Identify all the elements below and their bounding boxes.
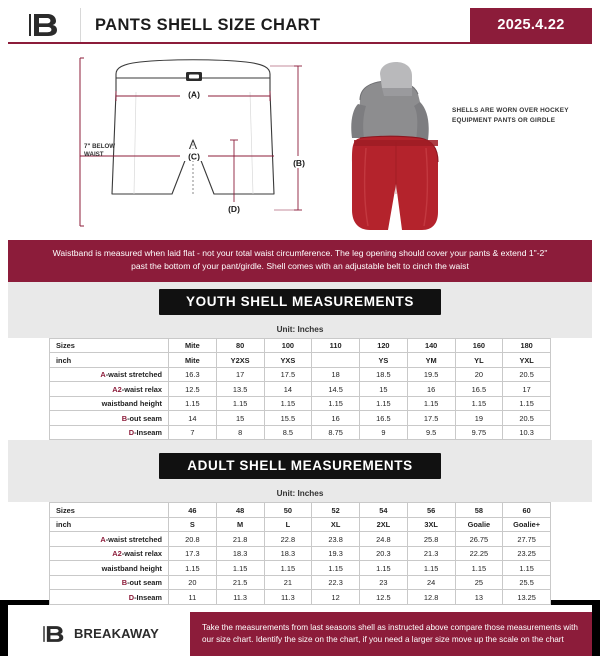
measurement-key: A [100, 370, 106, 380]
table-cell: 80 [216, 338, 264, 353]
table-cell: 20.8 [169, 532, 217, 547]
table-cell: 23.25 [503, 546, 551, 561]
table-cell: 17 [216, 367, 264, 382]
row-label: inch [50, 517, 169, 532]
table-cell: 17.5 [407, 411, 455, 426]
table-cell: 11.3 [216, 590, 264, 605]
table-cell: Mite [169, 353, 217, 368]
table-cell: 17.3 [169, 546, 217, 561]
table-cell: 52 [312, 503, 360, 518]
adult-section-title: ADULT SHELL MEASUREMENTS [159, 453, 441, 479]
table-cell: 2XL [360, 517, 408, 532]
row-label: A-waist stretched [50, 367, 169, 382]
table-cell: 7 [169, 425, 217, 440]
table-row [50, 367, 551, 382]
table-cell: 13.5 [216, 382, 264, 397]
row-label: D-Inseam [50, 425, 169, 440]
table-cell: 20.3 [360, 546, 408, 561]
table-cell: 1.15 [169, 396, 217, 411]
footer [8, 612, 592, 656]
svg-text:(D): (D) [228, 204, 240, 214]
youth-size-table [49, 338, 551, 441]
table-cell: 25.5 [503, 575, 551, 590]
table-cell: 46 [169, 503, 217, 518]
table-cell: 1.15 [407, 561, 455, 576]
table-cell: XL [312, 517, 360, 532]
table-cell: 22.3 [312, 575, 360, 590]
svg-text:WAIST: WAIST [84, 151, 104, 158]
table-cell: YS [360, 353, 408, 368]
table-cell: YL [455, 353, 503, 368]
spacer [8, 605, 592, 612]
table-cell: 48 [216, 503, 264, 518]
table-cell: YM [407, 353, 455, 368]
adult-size-table [49, 502, 551, 605]
row-label: waistband height [50, 561, 169, 576]
table-row [50, 517, 551, 532]
row-label: A-waist stretched [50, 532, 169, 547]
svg-text:(B): (B) [293, 158, 305, 168]
table-row [50, 575, 551, 590]
table-cell: 1.15 [216, 561, 264, 576]
page-title: PANTS SHELL SIZE CHART [95, 15, 321, 34]
table-row [50, 503, 551, 518]
table-cell: 16.5 [455, 382, 503, 397]
table-cell: 17.5 [264, 367, 312, 382]
table-cell: 8.5 [264, 425, 312, 440]
table-cell: 16.5 [360, 411, 408, 426]
table-row [50, 561, 551, 576]
table-cell: Mite [169, 338, 217, 353]
table-cell: 15 [216, 411, 264, 426]
table-row [50, 425, 551, 440]
brand-logo [8, 8, 80, 42]
table-cell: 23 [360, 575, 408, 590]
table-cell: S [169, 517, 217, 532]
header-title-cell [80, 8, 470, 42]
table-cell: 24 [407, 575, 455, 590]
table-cell: 20 [169, 575, 217, 590]
row-label: B-out seam [50, 411, 169, 426]
table-cell: 14.5 [312, 382, 360, 397]
table-row [50, 396, 551, 411]
header-date: 2025.4.22 [470, 8, 592, 42]
table-cell: 24.8 [360, 532, 408, 547]
footer-brand [8, 612, 190, 656]
shell-note: SHELLS ARE WORN OVER HOCKEY EQUIPMENT PANTS OR GIRDLE [452, 107, 569, 124]
table-row [50, 411, 551, 426]
table-cell: 21 [264, 575, 312, 590]
table-cell: 16 [312, 411, 360, 426]
table-cell: 18.3 [264, 546, 312, 561]
table-cell: M [216, 517, 264, 532]
table-cell: 1.15 [360, 561, 408, 576]
table-cell: 25 [455, 575, 503, 590]
adult-section-header [8, 446, 592, 485]
measurement-key: A [100, 534, 106, 544]
table-cell: 50 [264, 503, 312, 518]
footer-brand-name: BREAKAWAY [73, 626, 160, 642]
table-cell: 18 [312, 367, 360, 382]
table-cell: 14 [169, 411, 217, 426]
breakaway-logo-icon [39, 622, 69, 646]
table-cell [312, 353, 360, 368]
table-row [50, 353, 551, 368]
table-cell: 22.25 [455, 546, 503, 561]
table-cell: Y2XS [216, 353, 264, 368]
table-cell: 12.5 [169, 382, 217, 397]
size-chart-sheet [8, 8, 592, 644]
table-cell: 1.15 [169, 561, 217, 576]
row-label: A2-waist relax [50, 382, 169, 397]
table-cell: 12.5 [360, 590, 408, 605]
table-cell: 160 [455, 338, 503, 353]
table-cell: 22.8 [264, 532, 312, 547]
table-cell: 3XL [407, 517, 455, 532]
table-cell: 12.8 [407, 590, 455, 605]
table-cell: 20.5 [503, 411, 551, 426]
measurement-key: A2 [112, 549, 122, 559]
table-cell: 9.75 [455, 425, 503, 440]
table-cell: 56 [407, 503, 455, 518]
adult-unit-label: Unit: Inches [8, 485, 592, 502]
svg-text:7" BELOW: 7" BELOW [84, 143, 116, 150]
table-cell: 21.5 [216, 575, 264, 590]
row-label: waistband height [50, 396, 169, 411]
table-cell: 8 [216, 425, 264, 440]
table-cell: 18.5 [360, 367, 408, 382]
table-cell: 1.15 [503, 396, 551, 411]
table-row [50, 338, 551, 353]
table-cell: 27.75 [503, 532, 551, 547]
instruction-band: Waistband is measured when laid flat - not your total waist circumference. The leg opening should cover your pants & extend 1"-2" past the bottom of your pant/girdle. Shell comes with an adjustable belt to cinch the waist [8, 240, 592, 282]
table-row [50, 382, 551, 397]
footer-instructions: Take the measurements from last seasons shell as instructed above compare those measurements with our size chart. Identify the size on the chart, if you need a larger size move up the scale on the chart [190, 612, 592, 656]
table-cell: L [264, 517, 312, 532]
table-cell: 1.15 [503, 561, 551, 576]
measurement-key: D [128, 592, 135, 602]
table-row [50, 546, 551, 561]
measurement-key: B [121, 578, 128, 588]
table-cell: YXS [264, 353, 312, 368]
table-cell: 17 [503, 382, 551, 397]
table-cell: 9 [360, 425, 408, 440]
svg-text:(A): (A) [188, 89, 200, 100]
table-cell: 21.3 [407, 546, 455, 561]
table-cell: 23.8 [312, 532, 360, 547]
table-cell: 16 [407, 382, 455, 397]
table-cell: 1.15 [455, 561, 503, 576]
table-cell: 60 [503, 503, 551, 518]
table-cell: 140 [407, 338, 455, 353]
table-cell: 11.3 [264, 590, 312, 605]
table-cell: 25.8 [407, 532, 455, 547]
youth-unit-label: Unit: Inches [8, 321, 592, 338]
table-cell: 54 [360, 503, 408, 518]
table-cell: 1.15 [264, 396, 312, 411]
table-cell: 20 [455, 367, 503, 382]
table-cell: 1.15 [216, 396, 264, 411]
row-label: A2-waist relax [50, 546, 169, 561]
table-cell: 1.15 [455, 396, 503, 411]
table-cell: 21.8 [216, 532, 264, 547]
row-label: inch [50, 353, 169, 368]
table-cell: Goalie [455, 517, 503, 532]
table-cell: 100 [264, 338, 312, 353]
table-cell: 1.15 [407, 396, 455, 411]
header [8, 8, 592, 42]
table-cell: 19 [455, 411, 503, 426]
table-row [50, 590, 551, 605]
row-label: D-Inseam [50, 590, 169, 605]
table-cell: 18.3 [216, 546, 264, 561]
row-label: B-out seam [50, 575, 169, 590]
table-cell: YXL [503, 353, 551, 368]
diagram-area [8, 44, 592, 240]
table-cell: 26.75 [455, 532, 503, 547]
breakaway-logo-icon [23, 10, 65, 40]
table-cell: Goalie+ [503, 517, 551, 532]
table-cell: 1.15 [312, 561, 360, 576]
table-cell: 12 [312, 590, 360, 605]
table-cell: 20.5 [503, 367, 551, 382]
table-cell: 1.15 [312, 396, 360, 411]
table-cell: 8.75 [312, 425, 360, 440]
table-cell: 1.15 [264, 561, 312, 576]
pants-technical-drawing [8, 44, 592, 240]
table-cell: 9.5 [407, 425, 455, 440]
measurement-key: A2 [112, 384, 122, 394]
row-label: Sizes [50, 503, 169, 518]
measurement-key: B [121, 413, 128, 423]
table-cell: 13 [455, 590, 503, 605]
table-cell: 13.25 [503, 590, 551, 605]
table-cell: 19.3 [312, 546, 360, 561]
table-cell: 15 [360, 382, 408, 397]
svg-text:(C): (C) [188, 151, 200, 162]
row-label: Sizes [50, 338, 169, 353]
table-cell: 1.15 [360, 396, 408, 411]
youth-section-title: YOUTH SHELL MEASUREMENTS [159, 289, 441, 315]
table-cell: 16.3 [169, 367, 217, 382]
table-cell: 15.5 [264, 411, 312, 426]
table-row [50, 532, 551, 547]
table-cell: 14 [264, 382, 312, 397]
measurement-key: D [128, 428, 135, 438]
table-cell: 10.3 [503, 425, 551, 440]
table-cell: 110 [312, 338, 360, 353]
youth-section-header [8, 282, 592, 321]
table-cell: 58 [455, 503, 503, 518]
table-cell: 19.5 [407, 367, 455, 382]
table-cell: 180 [503, 338, 551, 353]
table-cell: 11 [169, 590, 217, 605]
table-cell: 120 [360, 338, 408, 353]
